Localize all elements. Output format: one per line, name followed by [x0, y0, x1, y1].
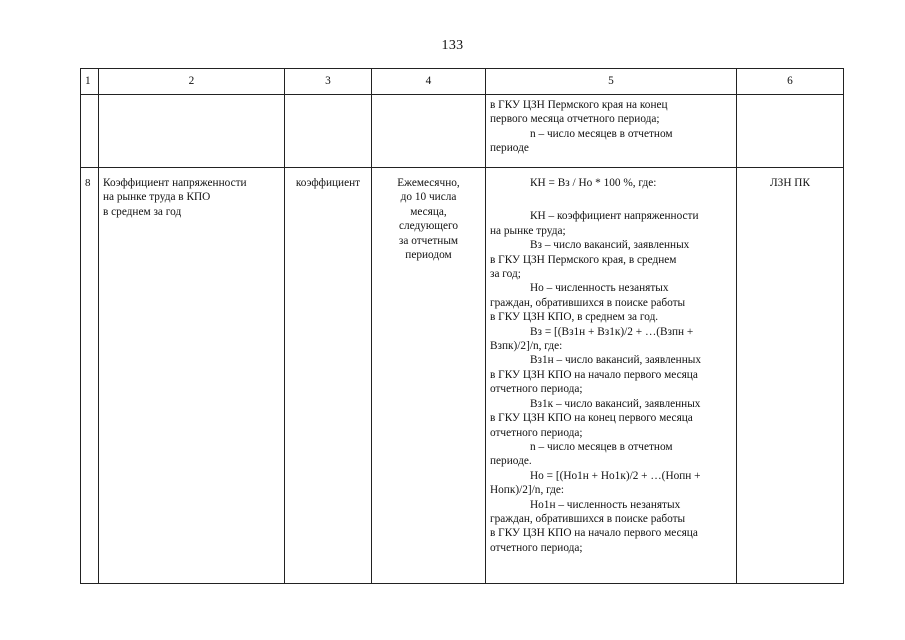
description-line: в ГКУ ЦЗН КПО на начало первого месяца — [490, 368, 698, 381]
description-line: в ГКУ ЦЗН КПО на начало первого месяца — [490, 527, 698, 540]
description-line: Вз1к – число вакансий, заявленных — [530, 397, 701, 410]
unit-cell: коэффициент — [285, 168, 372, 584]
description-line: периоде. — [490, 455, 532, 468]
description-line: Вз – число вакансий, заявленных — [530, 239, 690, 252]
name-line: в среднем за год — [103, 205, 182, 218]
cont-cell-1 — [81, 95, 99, 168]
header-col-5: 5 — [486, 69, 737, 95]
frequency-line: за отчетным — [398, 234, 459, 247]
description-line: КН – коэффициент напряженности — [530, 210, 699, 223]
frequency-line: следующего — [398, 220, 459, 233]
description-line: Но1н – численность незанятых — [530, 498, 681, 511]
description-line: n – число месяцев в отчетном — [530, 440, 673, 453]
cont-cell-5 — [486, 95, 737, 168]
methodology-cell — [486, 168, 737, 584]
frequency-line: периодом — [405, 249, 452, 262]
indicator-table — [80, 68, 844, 584]
cont-line: первого месяца отчетного периода; — [490, 113, 660, 126]
description-line: Но – численность незанятых — [530, 282, 669, 295]
frequency-cell — [372, 168, 486, 584]
description-line: отчетного периода; — [490, 426, 583, 439]
cont-cell-6 — [737, 95, 844, 168]
description-line: отчетного периода; — [490, 541, 583, 554]
name-line: на рынке труда в КПО — [103, 191, 211, 204]
description-line: в ГКУ ЦЗН Пермского края, в среднем — [490, 253, 677, 266]
name-line: Коэффициент напряженности — [103, 177, 247, 189]
description-line: в ГКУ ЦЗН КПО, в среднем за год. — [490, 311, 659, 324]
indicator-name — [99, 168, 285, 584]
responsible-cell: ЛЗН ПК — [737, 168, 844, 584]
cont-line: в ГКУ ЦЗН Пермского края на конец — [490, 99, 668, 111]
description-line: в ГКУ ЦЗН КПО на конец первого месяца — [490, 412, 693, 425]
description-line: Нопк)/2]/n, где: — [490, 484, 565, 497]
cont-cell-3 — [285, 95, 372, 168]
page-number: 133 — [441, 38, 464, 53]
description-line: Но = [(Но1н + Но1к)/2 + …(Нопн + — [530, 469, 701, 482]
header-col-6: 6 — [737, 69, 844, 95]
header-col-4: 4 — [372, 69, 486, 95]
description-line: Взпк)/2]/n, где: — [490, 340, 563, 353]
description-line: отчетного периода; — [490, 383, 583, 396]
row-number: 8 — [81, 168, 99, 584]
description-line: на рынке труда; — [490, 224, 566, 237]
frequency-line: Ежемесячно, — [397, 177, 460, 189]
frequency-line: до 10 числа — [400, 191, 457, 204]
formula-line: КН = Вз / Но * 100 %, где: — [530, 177, 657, 189]
header-col-2: 2 — [99, 69, 285, 95]
description-line: Вз1н – число вакансий, заявленных — [530, 354, 702, 367]
description-line: за год; — [490, 268, 521, 281]
header-col-3: 3 — [285, 69, 372, 95]
continuation-row — [81, 95, 844, 168]
description-line: граждан, обратившихся в поиске работы — [490, 296, 686, 309]
description-line: граждан, обратившихся в поиске работы — [490, 512, 686, 525]
description-line: Вз = [(Вз1н + Вз1к)/2 + …(Взпн + — [530, 325, 694, 338]
frequency-line: месяца, — [410, 205, 447, 218]
cont-cell-4 — [372, 95, 486, 168]
table-header-row — [81, 69, 844, 95]
cont-cell-2 — [99, 95, 285, 168]
header-col-1: 1 — [81, 69, 99, 95]
cont-line: периоде — [490, 142, 529, 155]
cont-line: n – число месяцев в отчетном — [530, 127, 673, 140]
table-row — [81, 168, 844, 584]
